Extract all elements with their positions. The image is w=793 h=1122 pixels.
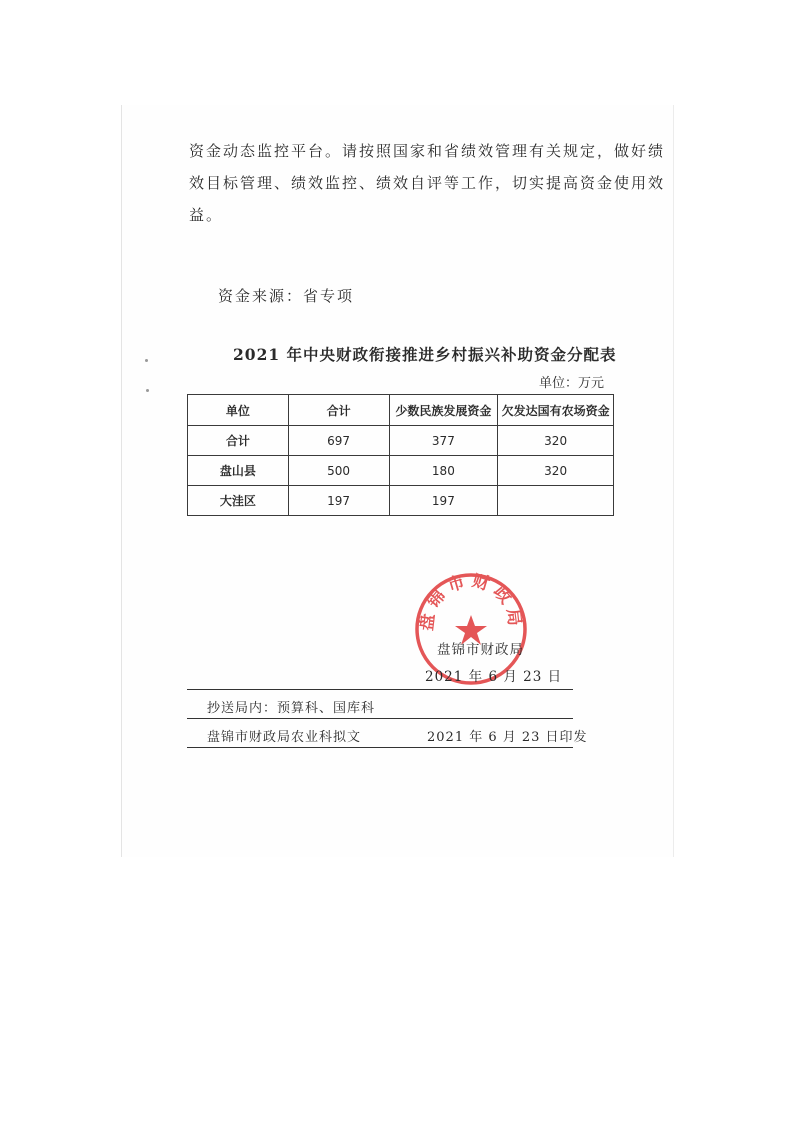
table-unit: 单位：万元 <box>539 376 605 391</box>
drafter-line: 盘锦市财政局农业科拟文 <box>207 730 362 745</box>
print-date: 2021 年 6 月 23 日印发 <box>427 730 588 745</box>
column-header: 欠发达国有农场资金 <box>498 395 614 426</box>
svg-text:盘锦市财政局: 盘锦市财政局 <box>417 571 525 632</box>
table-cell: 大洼区 <box>188 486 289 516</box>
table-cell <box>498 486 614 516</box>
divider <box>187 747 573 748</box>
allocation-table <box>187 394 614 516</box>
table-cell: 180 <box>389 456 498 486</box>
table-cell: 320 <box>498 456 614 486</box>
table-cell: 320 <box>498 426 614 456</box>
divider <box>187 718 573 719</box>
divider <box>187 689 573 690</box>
table-cell: 合计 <box>188 426 289 456</box>
column-header: 少数民族发展资金 <box>389 395 498 426</box>
fund-source: 资金来源：省专项 <box>218 287 355 305</box>
issue-date: 2021 年 6 月 23 日 <box>425 669 563 685</box>
scan-speck <box>145 359 148 362</box>
table-cell: 500 <box>288 456 389 486</box>
table-title: 2021 年中央财政衔接推进乡村振兴补助资金分配表 <box>233 345 617 364</box>
table-row <box>188 486 614 516</box>
body-line-3: 益。 <box>189 206 224 224</box>
table-cell: 197 <box>389 486 498 516</box>
table-row <box>188 426 614 456</box>
body-line-1: 资金动态监控平台。请按照国家和省绩效管理有关规定，做好绩 <box>189 142 666 160</box>
cc-line: 抄送局内：预算科、国库科 <box>207 701 376 716</box>
table-header-row <box>188 395 614 426</box>
table-cell: 697 <box>288 426 389 456</box>
column-header: 单位 <box>188 395 289 426</box>
table-cell: 377 <box>389 426 498 456</box>
table-cell: 197 <box>288 486 389 516</box>
body-line-2: 效目标管理、绩效监控、绩效自评等工作，切实提高资金使用效 <box>189 174 666 192</box>
issuer-name: 盘锦市财政局 <box>437 642 524 658</box>
column-header: 合计 <box>288 395 389 426</box>
table-row <box>188 456 614 486</box>
table-cell: 盘山县 <box>188 456 289 486</box>
scan-speck <box>146 389 149 392</box>
